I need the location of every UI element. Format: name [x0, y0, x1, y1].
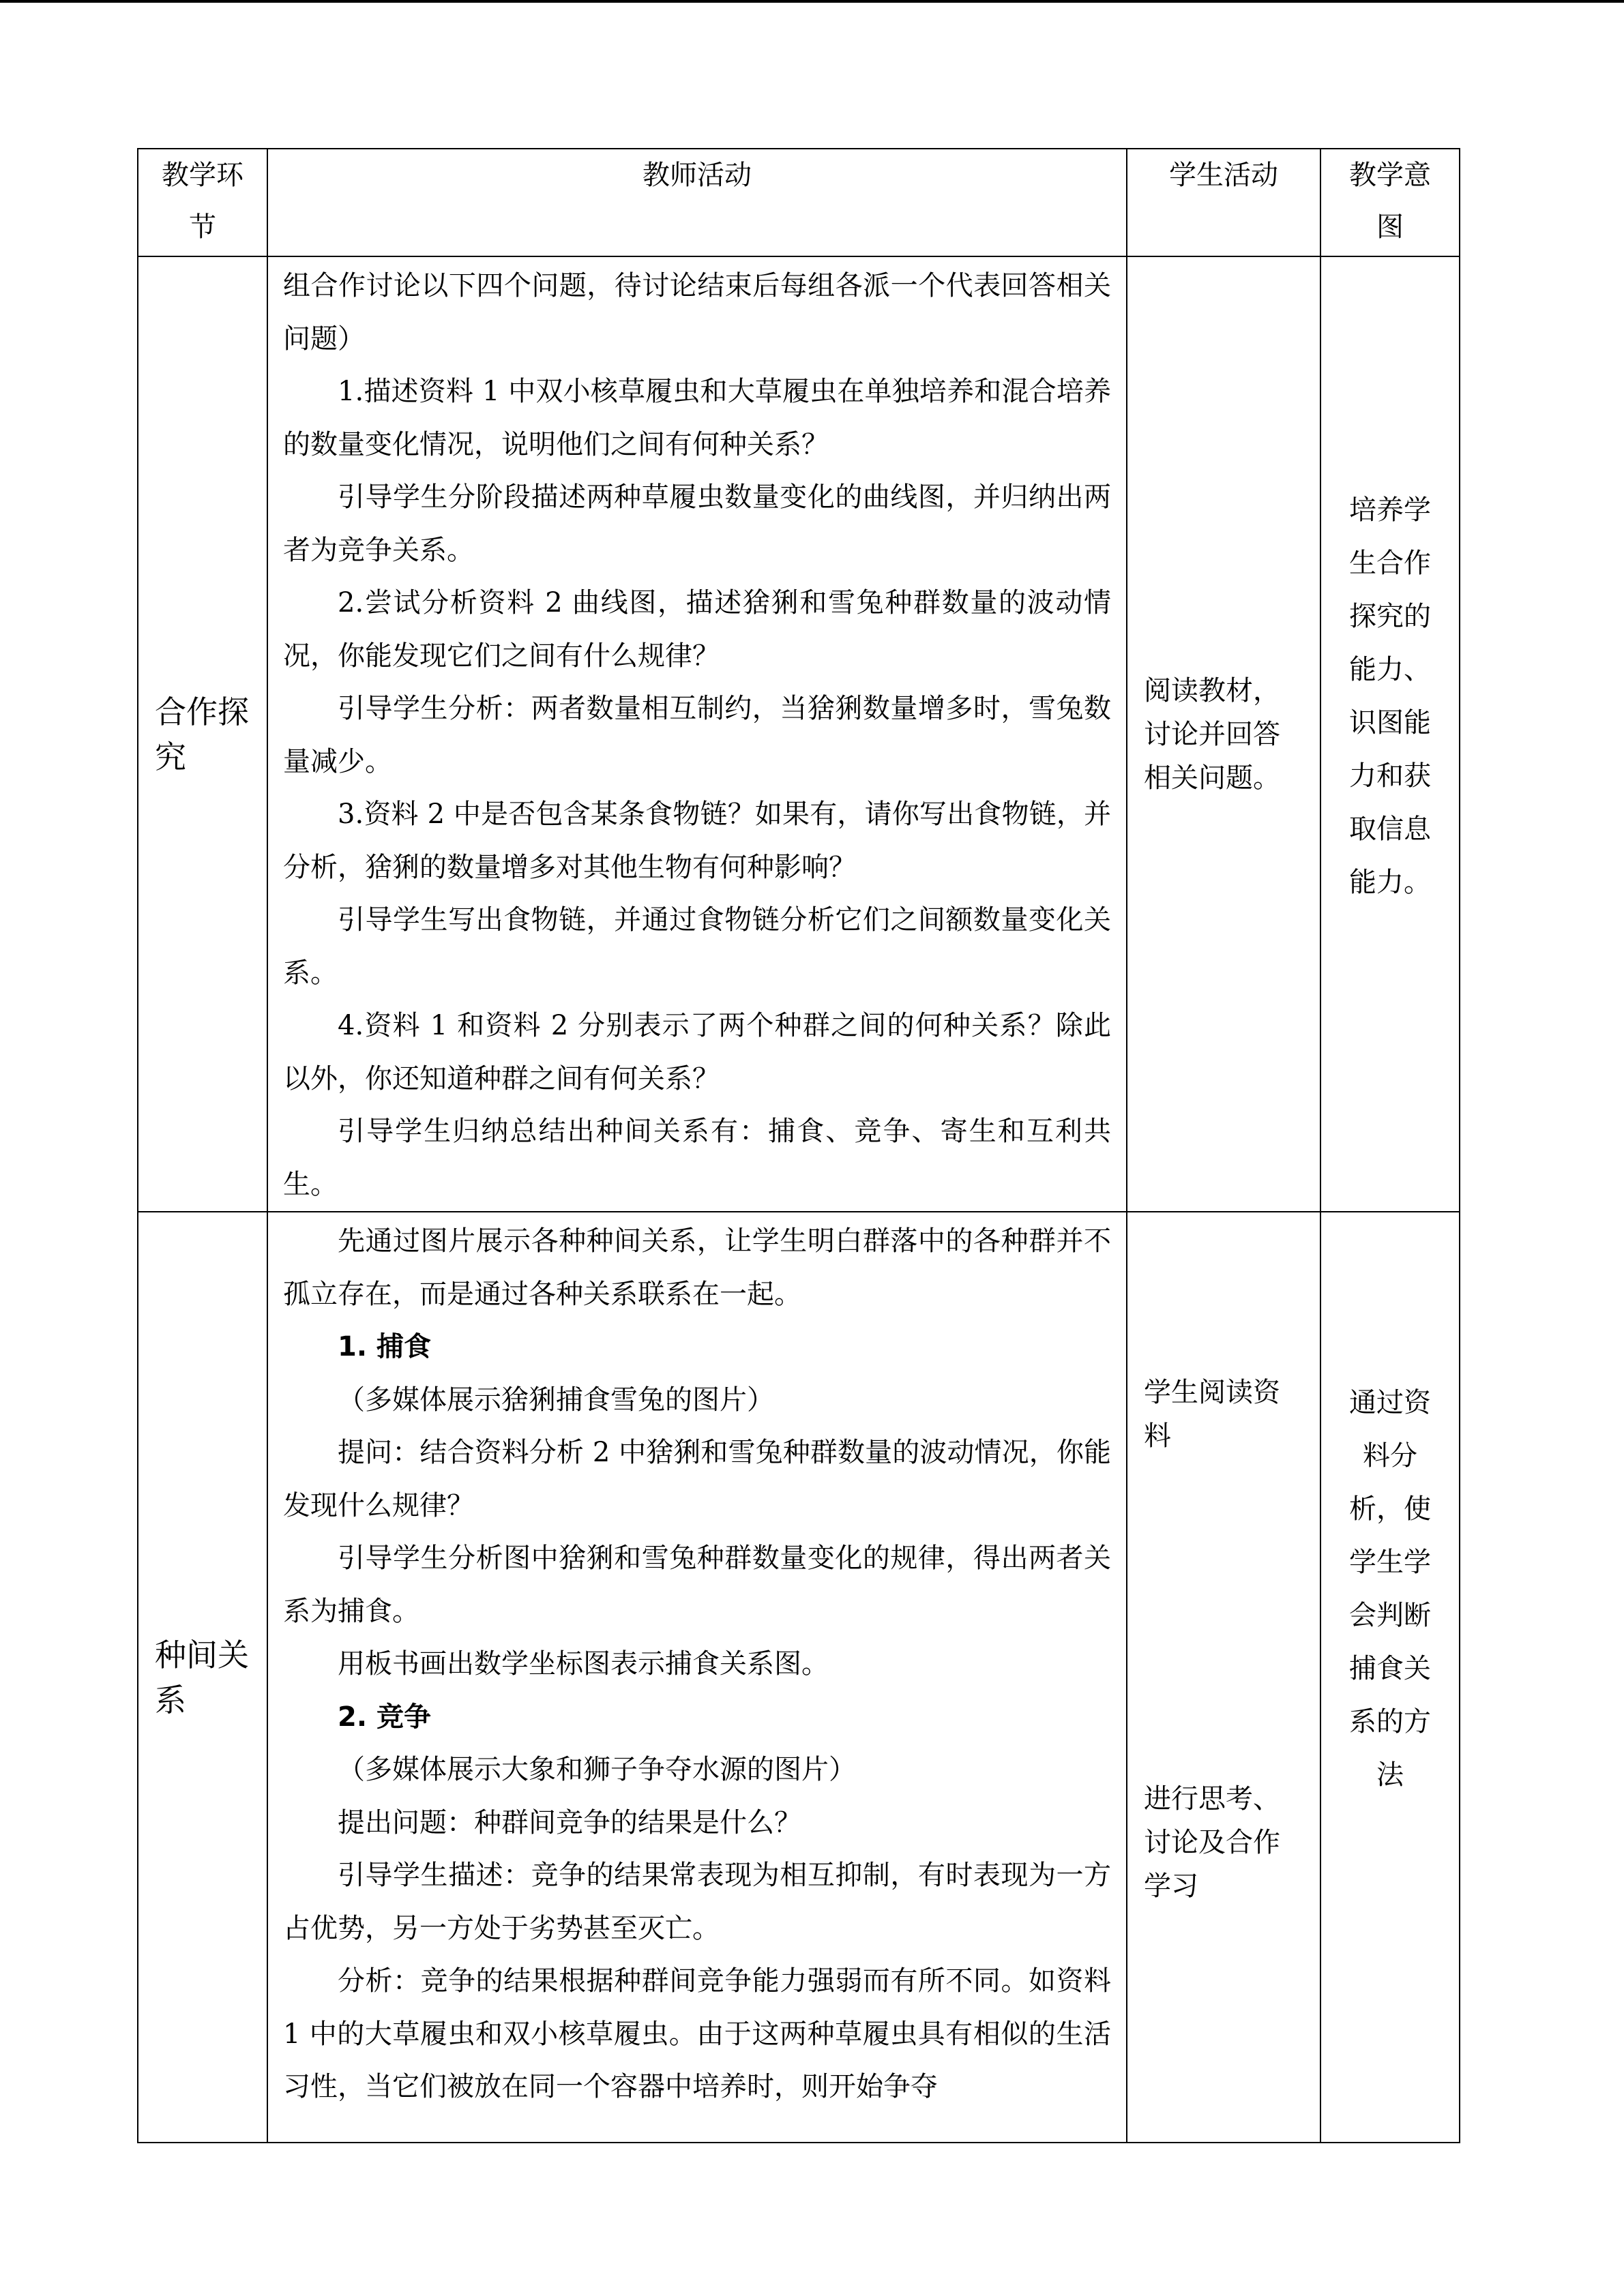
- section-heading-predation: 1. 捕食: [338, 1331, 431, 1362]
- teacher-activity-cell: [267, 256, 1127, 1212]
- teacher-paragraph: 引导学生分阶段描述两种草履虫数量变化的曲线图，并归纳出两者为竞争关系。: [283, 481, 1111, 566]
- teacher-paragraph: 引导学生描述：竞争的结果常表现为相互抑制，有时表现为一方占优势，另一方处于劣势甚至灭亡。: [283, 1860, 1111, 1944]
- teacher-paragraph: 引导学生分析：两者数量相互制约，当猞猁数量增多时，雪兔数量减少。: [283, 693, 1111, 777]
- table-row-cooperative-inquiry: [138, 256, 1460, 1212]
- teacher-paragraph: 3.资料 2 中是否包含某条食物链？如果有，请你写出食物链，并分析，猞猁的数量增多对其他生物有何种影响？: [283, 799, 1111, 883]
- header-student-activity: 学生活动: [1127, 149, 1320, 256]
- header-teacher-activity: 教师活动: [267, 149, 1127, 256]
- teacher-paragraph: 组合作讨论以下四个问题，待讨论结束后每组各派一个代表回答相关问题）: [283, 270, 1111, 355]
- table-row-interspecific-relations: [138, 1212, 1460, 2143]
- teacher-paragraph: 提问：结合资料分析 2 中猞猁和雪兔种群数量的波动情况，你能发现什么规律？: [283, 1437, 1111, 1521]
- teacher-paragraph: 1.描述资料 1 中双小核草履虫和大草履虫在单独培养和混合培养的数量变化情况，说明他们之间有何种关系？: [283, 376, 1111, 460]
- teacher-paragraph: 引导学生分析图中猞猁和雪兔种群数量变化的规律，得出两者关系为捕食。: [283, 1542, 1111, 1627]
- teacher-paragraph: （多媒体展示大象和狮子争夺水源的图片）: [338, 1754, 856, 1785]
- page-top-border: [0, 0, 1624, 3]
- student-activity-text: 学生阅读资料: [1144, 1377, 1280, 1452]
- teacher-paragraph: 4.资料 1 和资料 2 分别表示了两个种群之间的何种关系？除此以外，你还知道种群之间有何关系？: [283, 1010, 1111, 1094]
- teacher-paragraph: 引导学生写出食物链，并通过食物链分析它们之间额数量变化关系。: [283, 904, 1111, 989]
- teacher-activity-cell: [267, 1212, 1127, 2143]
- lesson-plan-table: [137, 148, 1460, 2143]
- stage-cell: 种间关系: [138, 1212, 267, 2143]
- header-stage: 教学环节: [138, 149, 267, 256]
- header-teaching-intent: 教学意图: [1320, 149, 1460, 256]
- teacher-paragraph: 提出问题：种群间竞争的结果是什么？: [338, 1806, 801, 1838]
- table-header-row: [138, 149, 1460, 256]
- teacher-paragraph: 2.尝试分析资料 2 曲线图，描述猞猁和雪兔种群数量的波动情况，你能发现它们之间有什么规律？: [283, 587, 1111, 672]
- student-activity-cell: [1127, 1212, 1320, 2143]
- section-heading-competition: 2. 竞争: [338, 1701, 431, 1733]
- teacher-paragraph: 引导学生归纳总结出种间关系有：捕食、竞争、寄生和互利共生。: [283, 1116, 1111, 1200]
- stage-cell: 合作探究: [138, 256, 267, 1212]
- teacher-paragraph: 用板书画出数学坐标图表示捕食关系图。: [338, 1648, 829, 1680]
- teaching-intent-cell: 通过资料分析，使学生学会判断捕食关系的方法: [1320, 1212, 1460, 2143]
- teacher-paragraph: 先通过图片展示各种种间关系，让学生明白群落中的各种群并不孤立存在，而是通过各种关系联系在一起。: [283, 1225, 1111, 1310]
- student-activity-text: 进行思考、讨论及合作学习: [1144, 1783, 1280, 1902]
- student-activity-text: 阅读教材，讨论并回答相关问题。: [1144, 674, 1280, 794]
- student-activity-cell: [1127, 256, 1320, 1212]
- teacher-paragraph: 分析：竞争的结果根据种群间竞争能力强弱而有所不同。如资料 1 中的大草履虫和双小核草履虫。由于这两种草履虫具有相似的生活习性，当它们被放在同一个容器中培养时，则开始争夺: [283, 1965, 1111, 2102]
- teacher-paragraph: （多媒体展示猞猁捕食雪兔的图片）: [338, 1384, 774, 1416]
- teaching-intent-cell: 培养学生合作探究的能力、识图能力和获取信息能力。: [1320, 256, 1460, 1212]
